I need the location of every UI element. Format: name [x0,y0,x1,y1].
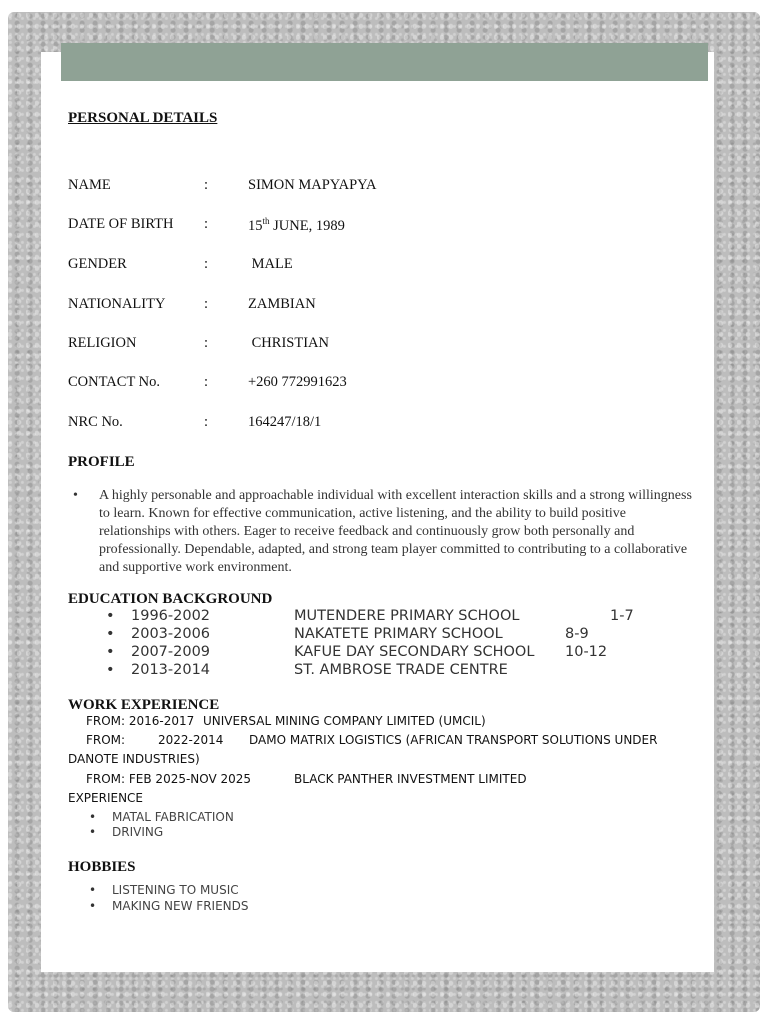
experience-label: EXPERIENCE [68,791,144,805]
work-entry-company: DAMO MATRIX LOGISTICS (AFRICAN TRANSPORT SOLUTIONS UNDER [249,733,658,747]
dob-rest: JUNE, 1989 [269,217,345,234]
detail-separator: : [204,414,209,430]
bullet-icon: • [89,825,97,839]
dob-ordinal: th [262,216,270,226]
detail-label: CONTACT No. [68,374,161,390]
profile-heading: PROFILE [68,454,135,470]
bullet-icon: • [89,883,97,897]
detail-value: +260 772991623 [248,374,347,390]
detail-label: NAME [68,177,111,193]
detail-value: ZAMBIAN [248,296,316,312]
education-school: ST. AMBROSE TRADE CENTRE [294,662,508,678]
detail-value [248,216,345,235]
detail-separator: : [204,296,209,312]
work-entry-from: FROM: FEB 2025-NOV 2025 [86,772,252,786]
education-years: 2003-2006 [131,626,211,642]
detail-separator: : [204,256,209,272]
education-school: NAKATETE PRIMARY SCHOOL [294,626,503,642]
profile-text: A highly personable and approachable individual with excellent interaction skills and a strong willingness to learn. Known for effective communication, active listening, and the ability to build positive relationships with others. Eager to receive feedback and continuously grow both personally and professionally. Dependable, adapted, and strong team player committed to contributing to a collaborative and supportive work environment. [99,488,692,575]
education-years: 1996-2002 [131,608,211,624]
detail-value: MALE [248,256,293,272]
bullet-icon: • [106,608,115,624]
work-experience-heading: WORK EXPERIENCE [68,697,220,713]
bullet-icon: • [106,662,115,678]
detail-value: SIMON MAPYAPYA [248,177,377,193]
detail-label: RELIGION [68,335,137,351]
detail-label: NATIONALITY [68,296,166,312]
detail-separator: : [204,374,209,390]
hobbies-heading: HOBBIES [68,859,136,875]
hobby-item: LISTENING TO MUSIC [112,883,239,897]
detail-value: CHRISTIAN [248,335,329,351]
education-years: 2007-2009 [131,644,211,660]
bullet-icon: • [106,644,115,660]
bullet-icon: • [89,899,97,913]
work-entry-from: FROM: [86,733,126,747]
education-heading: EDUCATION BACKGROUND [68,591,273,607]
hobby-item: MAKING NEW FRIENDS [112,899,249,913]
experience-item: DRIVING [112,825,164,839]
detail-label: GENDER [68,256,127,272]
detail-separator: : [204,335,209,351]
personal-details-heading: PERSONAL DETAILS [68,110,218,126]
education-grades: 10-12 [565,644,608,660]
work-entry-company-continued: DANOTE INDUSTRIES) [68,752,200,766]
education-years: 2013-2014 [131,662,211,678]
bullet-icon: • [89,810,97,824]
bullet-icon: • [106,626,115,642]
work-entry-company: UNIVERSAL MINING COMPANY LIMITED (UMCIL) [203,714,486,728]
work-entry-years: 2022-2014 [158,733,224,747]
detail-label: DATE OF BIRTH [68,216,174,232]
detail-separator: : [204,216,209,232]
detail-separator: : [204,177,209,193]
education-grades: 8-9 [565,626,589,642]
education-school: KAFUE DAY SECONDARY SCHOOL [294,644,535,660]
header-banner [61,43,708,81]
work-entry-company: BLACK PANTHER INVESTMENT LIMITED [294,772,527,786]
bullet-icon: • [73,488,78,503]
education-school: MUTENDERE PRIMARY SCHOOL [294,608,520,624]
work-entry-from: FROM: 2016-2017 [86,714,195,728]
detail-value: 164247/18/1 [248,414,322,430]
experience-item: MATAL FABRICATION [112,810,234,824]
dob-day: 15 [248,217,263,234]
education-grades: 1-7 [610,608,634,624]
detail-label: NRC No. [68,414,123,430]
